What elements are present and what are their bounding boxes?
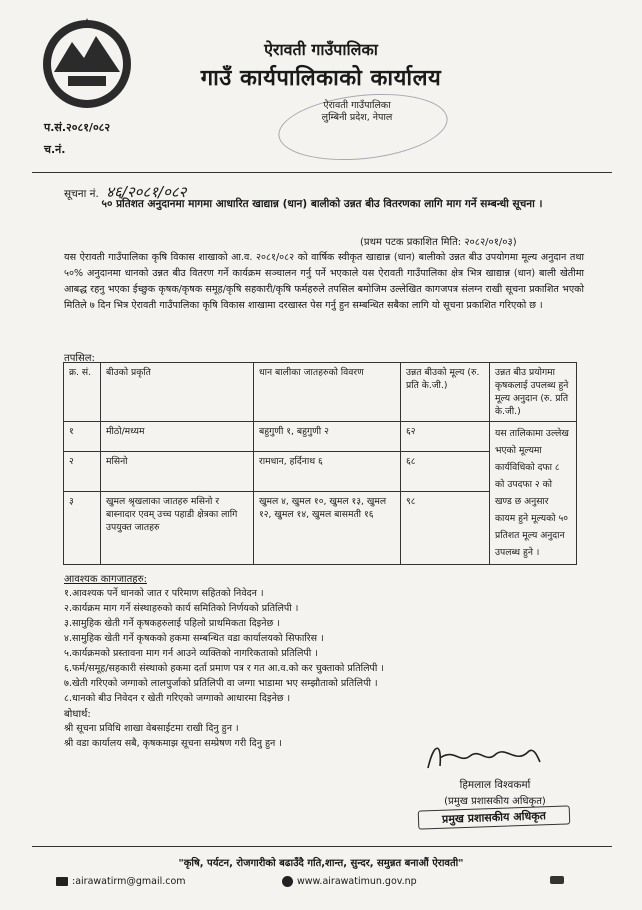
designation-stamp: प्रमुख प्रशासकीय अधिकृत bbox=[418, 805, 571, 829]
municipality-name: ऐरावती गाउँपालिका bbox=[264, 40, 378, 59]
table-row: ३ खुमल श्रृखलाका जातहरु मसिनो र बास्नादार एवम् उच्च पहाडी क्षेत्रका लागि उपयुक्त जातहरु खुमल ४, खुमल १०, खुमल १३, खुमल १२, खुमल १४, खुमल बासमती १६ ९८ bbox=[64, 492, 577, 565]
list-item: २.कार्यक्रम माग गर्ने संस्थाहरुको कार्य समितिको निर्णयको प्रतिलिपी । bbox=[64, 603, 299, 614]
signatory-name: हिमलाल विश्वकर्मा bbox=[459, 779, 531, 791]
tapsil-label: तपसिल: bbox=[64, 353, 95, 364]
list-item: १.आवश्यक पर्ने धानको जात र परिमाण सहितको निवेदन । bbox=[64, 588, 264, 599]
office-address: ऐरावती गाउँपालिका लुम्बिनी प्रदेश, नेपाल bbox=[321, 100, 393, 123]
col-price: उन्नत बीउको मूल्य (रु. प्रति के.जी.) bbox=[401, 363, 490, 422]
notice-body: यस ऐरावती गाउँपालिका कृषि विकास शाखाको आ.व. २०८१/०८२ को वार्षिक स्वीकृत खाद्यान्न (धान) बालीको उन्नत बीउ उपयोगमा मूल्य अनुदान तथा ५०% अनुदानमा धानको उन्नत बीउ वितरण गर्ने कार्यक्रम सञ्चालन गर्नु पर्ने भएकाले यस ऐरावती गाउँपालिका क्षेत्र भित्र खाद्यान्न (धान) बाली खेतीमा आबद्ध रहनु भएका ईच्छुक कृषक/कृषक समूह/कृषि सहकारी/कृषि फर्महरुले तपसिल बमोजिम उल्लेखित कागजपत्र संलग्न राखी सूचना प्रकाशित भएको मितिले ७ दिन भित्र ऐरावती गाउँपालिका कृषि विकास शाखामा दरखास्त पेस गर्नु हुन सम्बन्धित सबैका लागि यो सूचना प्रकाशित गरिएको छ । bbox=[64, 252, 584, 311]
list-item: श्री सूचना प्रविधि शाखा वेबसाईटमा राखी दिनु हुन । bbox=[64, 723, 239, 734]
col-subsidy: उन्नत बीउ प्रयोगमा कृषकलाई उपलब्ध हुने मूल्य अनुदान (रु. प्रति के.जी.) bbox=[490, 363, 577, 422]
list-item: ७.खेती गरिएको जग्गाको लालपुर्जाको प्रतिलिपी वा जग्गा भाडामा भए सम्झौताको प्रतिलिपी । bbox=[64, 678, 378, 689]
signatory-title: (प्रमुख प्रशासकीय अधिकृत) bbox=[444, 796, 546, 807]
list-item: ३.सामुहिक खेती गर्ने कृषकहरुलाई पहिलो प्राथमिकता दिइनेछ । bbox=[64, 618, 280, 629]
publish-date: (प्रथम पटक प्रकाशित मिति: २०८२/०१/०३) bbox=[360, 237, 517, 248]
documents-title: आवश्यक कागजातहरु: bbox=[64, 574, 147, 585]
notice-number: सूचना नं. ४६/२०८१/०८२ bbox=[64, 183, 187, 201]
list-item: ५.कार्यक्रमको प्रस्तावना माग गर्न आउने व्यक्तिको नागरिकताको प्रतिलिपी । bbox=[64, 648, 318, 659]
documents-list bbox=[64, 586, 594, 706]
header-divider bbox=[32, 172, 612, 173]
list-item: श्री वडा कार्यालय सबै, कृषकमाझ सूचना सम्प्रेषण गरी दिनु हुन । bbox=[64, 738, 282, 749]
footer-divider bbox=[32, 846, 612, 847]
office-stamp bbox=[275, 86, 451, 167]
info-title: बोधार्थ: bbox=[64, 709, 91, 720]
table-header-row bbox=[64, 363, 577, 422]
signature-mark bbox=[424, 738, 544, 774]
phone-icon bbox=[550, 876, 564, 884]
dispatch-number: च.नं. bbox=[44, 143, 66, 156]
office-name: गाउँ कार्यपालिकाको कार्यालय bbox=[200, 66, 442, 91]
table-row: २ मसिनो रामधान, हर्दिनाथ ६ ६८ bbox=[64, 452, 577, 492]
table-row: १ मीठो/मध्यम बहुगुणी १, बहुगुणी २ ६२ यस तालिकामा उल्लेख भएको मूल्यमा कार्यविधिको दफा ८ को उपदफा २ को खण्ड छ अनुसार कायम हुने मूल्यको ५० प्रतिशत मूल्य अनुदान उपलब्ध हुने । bbox=[64, 422, 577, 452]
email-icon bbox=[56, 877, 68, 886]
footer-phone bbox=[550, 876, 568, 884]
notice-subject: ५० प्रतिशत अनुदानमा मागमा आधारित खाद्यान्न (धान) बालीको उन्नत बीउ वितरणका लागि माग गर्ने सम्बन्धी सूचना । bbox=[101, 198, 543, 210]
footer-slogan: "कृषि, पर्यटन, रोजगारीको बढाउँदै गति,शान्त, सुन्दर, समुन्नत बनाऔं ऐरावती" bbox=[178, 858, 464, 869]
footer-website: www.airawatimun.gov.np bbox=[282, 876, 417, 887]
list-item: ८.धानको बीउ निवेदन र खेती गरिएको जग्गाको आधारमा दिइनेछ । bbox=[64, 693, 291, 704]
subsidy-note: यस तालिकामा उल्लेख भएको मूल्यमा कार्यविधिको दफा ८ को उपदफा २ को खण्ड छ अनुसार कायम हुने मूल्यको ५० प्रतिशत मूल्य अनुदान उपलब्ध हुने । bbox=[490, 422, 577, 565]
footer-email: :airawatirm@gmail.com bbox=[56, 876, 186, 887]
list-item: ४.सामुहिक खेती गर्ने कृषकको हकमा सम्बन्धित वडा कार्यालयको सिफारिस । bbox=[64, 633, 324, 644]
col-sn: क्र. सं. bbox=[64, 363, 101, 422]
col-varieties: धान बालीका जातहरुको विवरण bbox=[254, 363, 401, 422]
list-item: ६.फर्म/समूह/सहकारी संस्थाको हकमा दर्ता प्रमाण पत्र र गत आ.व.को कर चुक्ताको प्रतिलिपी । bbox=[64, 663, 385, 674]
seed-price-table bbox=[63, 362, 577, 565]
reference-number: प.सं.२०८१/०८२ bbox=[44, 121, 111, 134]
info-list bbox=[64, 721, 282, 751]
col-nature: बीउको प्रकृति bbox=[101, 363, 254, 422]
globe-icon bbox=[282, 876, 293, 887]
